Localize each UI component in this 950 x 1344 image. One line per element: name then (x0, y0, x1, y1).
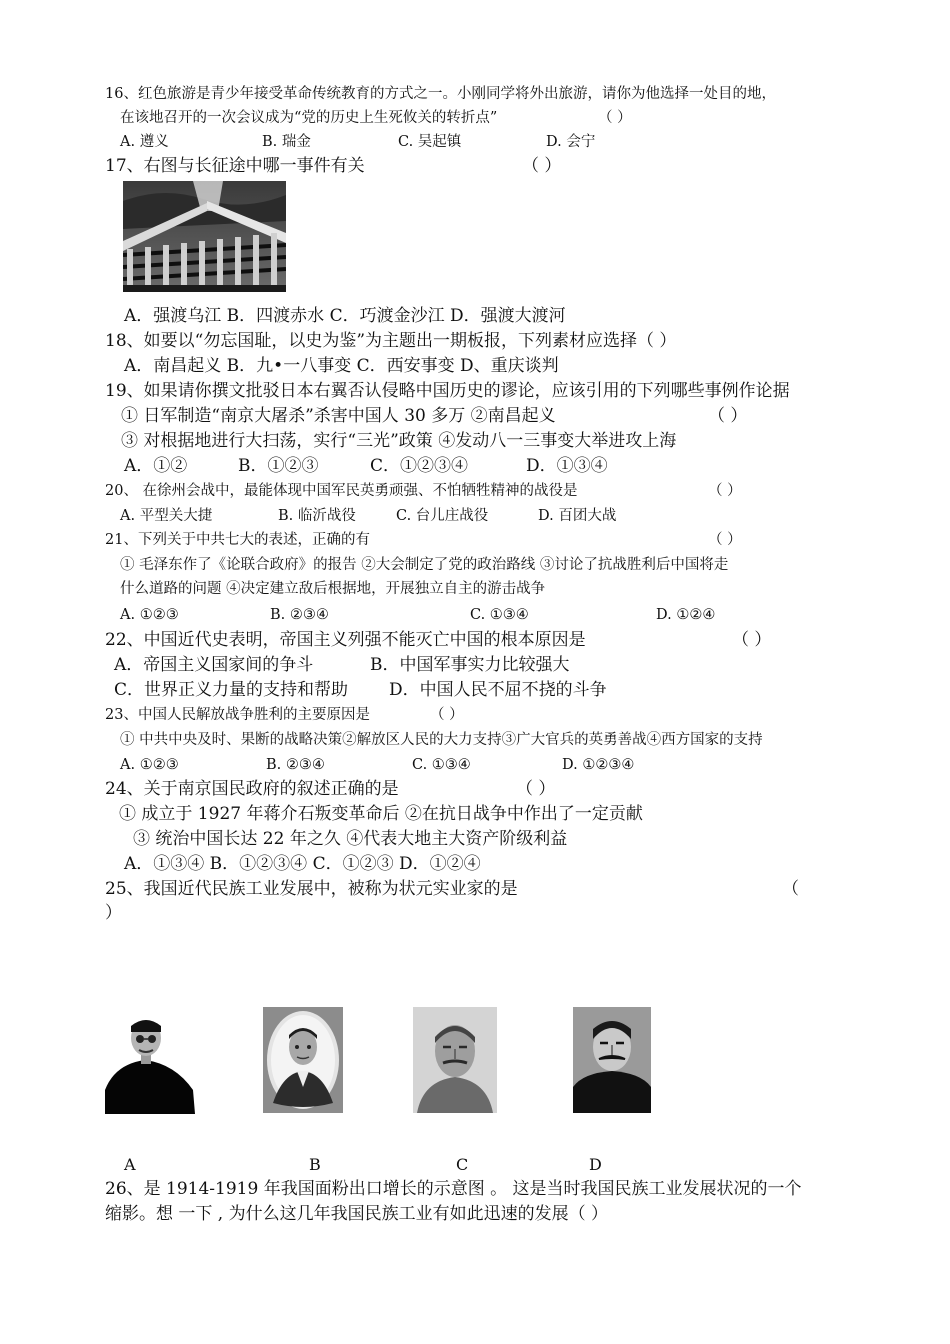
photo-label-a: A (124, 1155, 136, 1174)
q19-option-d: D．①③④ (526, 456, 608, 476)
q23-option-c: C. ①③④ (412, 757, 471, 773)
q20-option-b: B. 临沂战役 (278, 508, 356, 524)
q22-stem: 22、中国近代史表明，帝国主义列强不能灭亡中国的根本原因是 (105, 630, 586, 650)
q22-answer-paren: （ ） (732, 630, 772, 650)
q17-stem: 17、右图与长征途中哪一事件有关 (105, 156, 365, 176)
q23-stem: 23、中国人民解放战争胜利的主要原因是 (105, 707, 370, 723)
oval-portrait-photo (263, 1007, 343, 1113)
q23-option-a: A. ①②③ (120, 757, 179, 773)
q21-stem: 21、下列关于中共七大的表述，正确的有 (105, 532, 370, 548)
photo-label-b: B (309, 1155, 321, 1174)
q20-option-d: D. 百团大战 (538, 508, 617, 524)
man-in-black-robe-photo (105, 1012, 195, 1114)
q22-option-c: C．世界正义力量的支持和帮助 (114, 680, 349, 700)
q21-option-d: D. ①②④ (656, 607, 716, 623)
q20-option-a: A. 平型关大捷 (120, 508, 213, 524)
q16-stem-line2: 在该地召开的一次会议成为“党的历史上生死攸关的转折点” (120, 110, 498, 126)
q21-option-b: B. ②③④ (270, 607, 329, 623)
q19-stem: 19、如果请你撰文批驳日本右翼否认侵略中国历史的谬论，应该引用的下列哪些事例作论据 (105, 381, 790, 401)
q24-item-line2: ③ 统治中国长达 22 年之久 ④代表大地主大资产阶级利益 (133, 829, 568, 849)
q20-option-c: C. 台儿庄战役 (396, 508, 489, 524)
q21-answer-paren: （ ） (708, 532, 742, 548)
q17-options: A．强渡乌江 B．四渡赤水 C．巧渡金沙江 D．强渡大渡河 (124, 306, 566, 326)
q23-option-d: D. ①②③④ (562, 757, 635, 773)
mustached-man-portrait-photo (573, 1007, 651, 1113)
photo-label-c: C (456, 1155, 469, 1174)
q21-item-line1: ① 毛泽东作了《论联合政府》的报告 ②大会制定了党的政治路线 ③讨论了抗战胜利后中国将走 (120, 557, 729, 573)
q16-answer-paren: （ ） (598, 110, 632, 126)
q23-answer-paren: （ ） (430, 707, 464, 723)
q25-paren-open: （ (782, 879, 799, 899)
q22-option-a: A．帝国主义国家间的争斗 (114, 655, 314, 675)
q18-stem: 18、如要以“勿忘国耻，以史为鉴”为主题出一期板报，下列素材应选择（ ） (105, 331, 677, 351)
q16-option-d: D. 会宁 (546, 134, 596, 150)
elderly-man-portrait-photo (413, 1007, 497, 1113)
q24-options: A．①③④ B．①②③④ C．①②③ D．①②④ (124, 854, 481, 874)
q21-item-line2: 什么道路的问题 ④决定建立敌后根据地，开展独立自主的游击战争 (120, 581, 546, 597)
q17-answer-paren: （ ） (522, 156, 562, 176)
q23-option-b: B. ②③④ (266, 757, 325, 773)
q16-option-b: B. 瑞金 (262, 134, 311, 150)
q19-option-a: A．①② (124, 456, 188, 476)
q19-item-line2: ③ 对根据地进行大扫荡，实行“三光”政策 ④发动八一三事变大举进攻上海 (121, 431, 677, 451)
q26-stem-line1: 26、是 1914-1919 年我国面粉出口增长的示意图 。 这是当时我国民族工业发展状况的一个 (105, 1179, 802, 1199)
q25-stem: 25、我国近代民族工业发展中，被称为状元实业家的是 (105, 879, 518, 899)
q16-stem-line1: 16、红色旅游是青少年接受革命传统教育的方式之一。小刚同学将外出旅游，请你为他选择一处目的地， (105, 86, 776, 102)
q22-option-d: D．中国人民不屈不挠的斗争 (389, 680, 607, 700)
q26-stem-line2: 缩影。想 一下 , 为什么这几年我国民族工业有如此迅速的发展（ ） (105, 1204, 609, 1224)
q24-item-line1: ① 成立于 1927 年蒋介石叛变革命后 ②在抗日战争中作出了一定贡献 (119, 804, 643, 824)
q20-stem: 20、 在徐州会战中，最能体现中国军民英勇顽强、不怕牺牲精神的战役是 (105, 483, 578, 499)
q18-options: A．南昌起义 B．九•一八事变 C．西安事变 D、重庆谈判 (124, 356, 559, 376)
q20-answer-paren: （ ） (708, 483, 742, 499)
photo-label-d: D (589, 1155, 602, 1174)
q19-option-c: C．①②③④ (370, 456, 469, 476)
q19-option-b: B．①②③ (238, 456, 319, 476)
q21-option-a: A. ①②③ (120, 607, 179, 623)
q21-option-c: C. ①③④ (470, 607, 529, 623)
q24-stem: 24、关于南京国民政府的叙述正确的是 (105, 779, 399, 799)
q25-paren-close: ） (105, 903, 122, 923)
q22-option-b: B．中国军事实力比较强大 (370, 655, 570, 675)
q16-option-c: C. 吴起镇 (398, 134, 462, 150)
bridge-photo (123, 181, 286, 292)
q24-answer-paren: （ ） (516, 779, 556, 799)
q16-option-a: A. 遵义 (120, 134, 169, 150)
q19-answer-paren: （ ） (708, 406, 748, 426)
q19-item-line1: ① 日军制造“南京大屠杀”杀害中国人 30 多万 ②南昌起义 (121, 406, 556, 426)
q23-items: ① 中共中央及时、果断的战略决策②解放区人民的大力支持③广大官兵的英勇善战④西方国家的支持 (120, 732, 763, 748)
